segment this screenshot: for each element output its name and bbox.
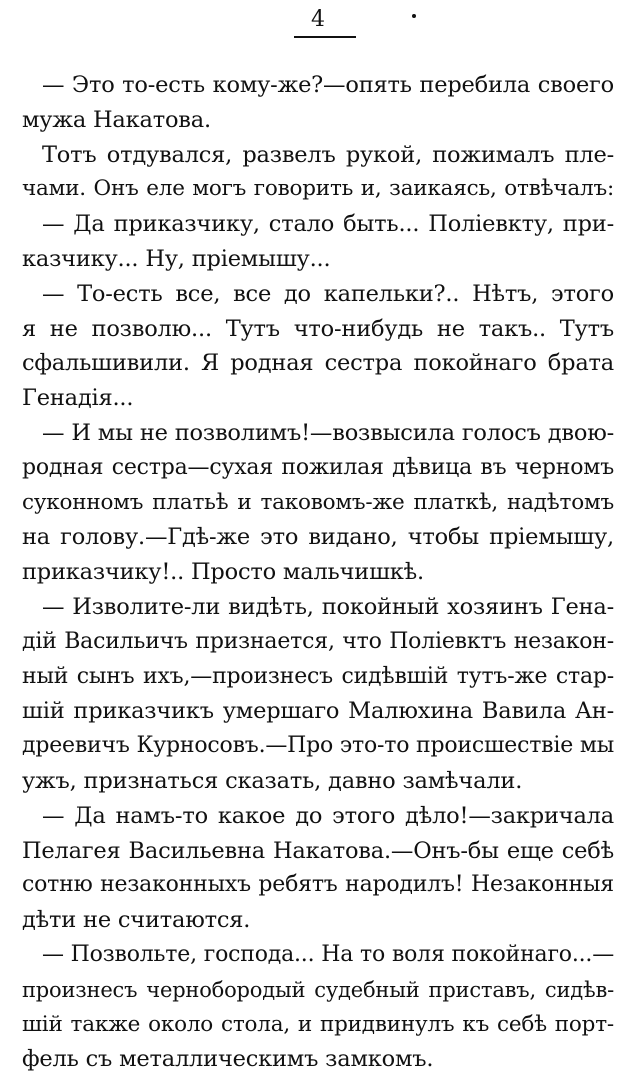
text-line: шій также около стола, и придвинулъ къ себѣ порт- xyxy=(22,1011,614,1037)
text-line: ужъ, признаться сказать, давно замѣчали. xyxy=(22,767,523,794)
text-line: Пелагея Васильевна Накатова.—Онъ-бы еще себѣ xyxy=(22,837,614,864)
text-line: — Изволите-ли видѣть, покойный хозяинъ Гена- xyxy=(42,593,614,620)
text-line: на голову.—Гдѣ-же это видано, чтобы пріемышу, xyxy=(22,524,614,551)
text-line: шій приказчикъ умершаго Малюхина Вавила Ан- xyxy=(22,698,614,725)
text-line: сотню незаконныхъ ребятъ народилъ! Незаконныя xyxy=(22,872,614,898)
text-line: — Позвольте, господа... На то воля покойнаго...— xyxy=(42,941,614,967)
text-line: фель съ металлическимъ замкомъ. xyxy=(22,1046,434,1073)
page-number: 4 xyxy=(311,7,325,32)
text-line: сфальшивили. Я родная сестра покойнаго брата xyxy=(22,350,614,377)
text-line: дій Васильичъ признается, что Поліевктъ незакон- xyxy=(22,628,614,654)
text-line: я не позволю... Тутъ что-нибудь не такъ.. Тутъ xyxy=(22,315,614,342)
print-speck xyxy=(412,14,416,18)
text-line: Тотъ отдувался, развелъ рукой, пожималъ пле- xyxy=(42,141,614,168)
text-line: — И мы не позволимъ!—возвысила голосъ двою- xyxy=(42,419,614,446)
body-text xyxy=(22,68,614,1077)
page-number-rule xyxy=(294,36,356,38)
text-line: Генадія... xyxy=(22,385,134,412)
text-line: — Да приказчику, стало быть... Поліевкту, при- xyxy=(42,211,614,238)
text-line: дѣти не считаются. xyxy=(22,907,251,934)
text-line: дреевичъ Курносовъ.—Про это-то происшествіе мы xyxy=(22,733,615,759)
text-line: чами. Онъ еле могъ говорить и, заикаясь, отвѣчалъ: xyxy=(22,176,614,202)
text-line: ный сынъ ихъ,—произнесъ сидѣвшій тутъ-же стар- xyxy=(22,663,614,689)
text-line: произнесъ чернобородый судебный приставъ, сидѣв- xyxy=(22,977,614,1002)
text-line: — То-есть все, все до капельки?.. Нѣтъ, этого xyxy=(42,280,614,307)
text-line: родная сестра—сухая пожилая дѣвица въ черномъ xyxy=(22,454,614,480)
text-line: казчику... Ну, пріемышу... xyxy=(22,245,331,272)
text-line: — Да намъ-то какое до этого дѣло!—закричала xyxy=(42,802,614,829)
text-line: — Это то-есть кому-же?—опять перебила своего xyxy=(42,72,614,98)
text-line: суконномъ платьѣ и таковомъ-же платкѣ, надѣтомъ xyxy=(22,489,614,515)
text-line: приказчику!.. Просто мальчишкѣ. xyxy=(22,559,424,586)
text-line: мужа Накатова. xyxy=(22,106,211,133)
